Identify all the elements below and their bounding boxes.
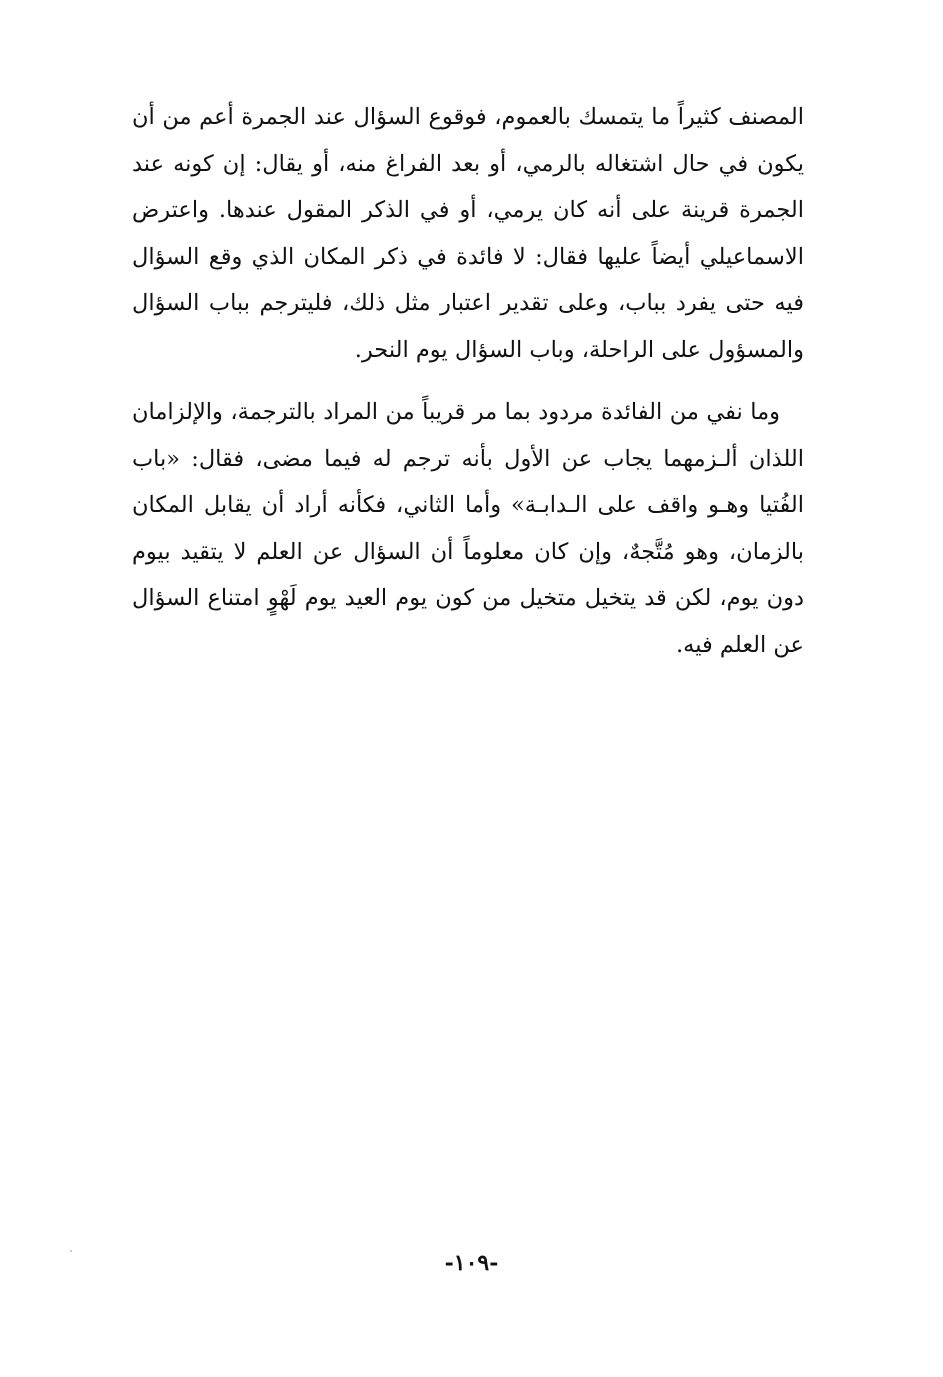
page-number: -١٠٩- <box>444 1250 499 1276</box>
paragraph-2: وما نفي من الفائدة مردود بما مر قريباً من المراد بالترجمة، والإلزامان اللذان ألـزمهما يجاب عن الأول بأنه ترجم له فيما مضى، فقال: «باب الفُتيا وهـو واقف على الـدابـة» وأما الثاني، فكأنه أراد أن يقابل المكان بالزمان، وهو مُتَّجهٌ، وإن كان معلوماً أن السؤال عن العلم لا يتقيد بيوم دون يوم، لكن قد يتخيل متخيل من كون يوم العيد يوم لَهْوٍ امتناع السؤال عن العلم فيه. <box>132 399 804 658</box>
scan-speck <box>70 1250 72 1252</box>
paragraph-1: المصنف كثيراً ما يتمسك بالعموم، فوقوع السؤال عند الجمرة أعم من أن يكون في حال اشتغاله بالرمي، أو بعد الفراغ منه، أو يقال: إن كونه عند الجمرة قرينة على أنه كان يرمي، أو في الذكر المقول عندها. واعترض الاسماعيلي أيضاً عليها فقال: لا فائدة في ذكر المكان الذي وقع السؤال فيه حتى يفرد بباب، وعلى تقدير اعتبار مثل ذلك، فليترجم بباب السؤال والمسؤول على الراحلة، وباب السؤال يوم النحر. <box>132 104 804 363</box>
page-body-text <box>132 94 804 668</box>
